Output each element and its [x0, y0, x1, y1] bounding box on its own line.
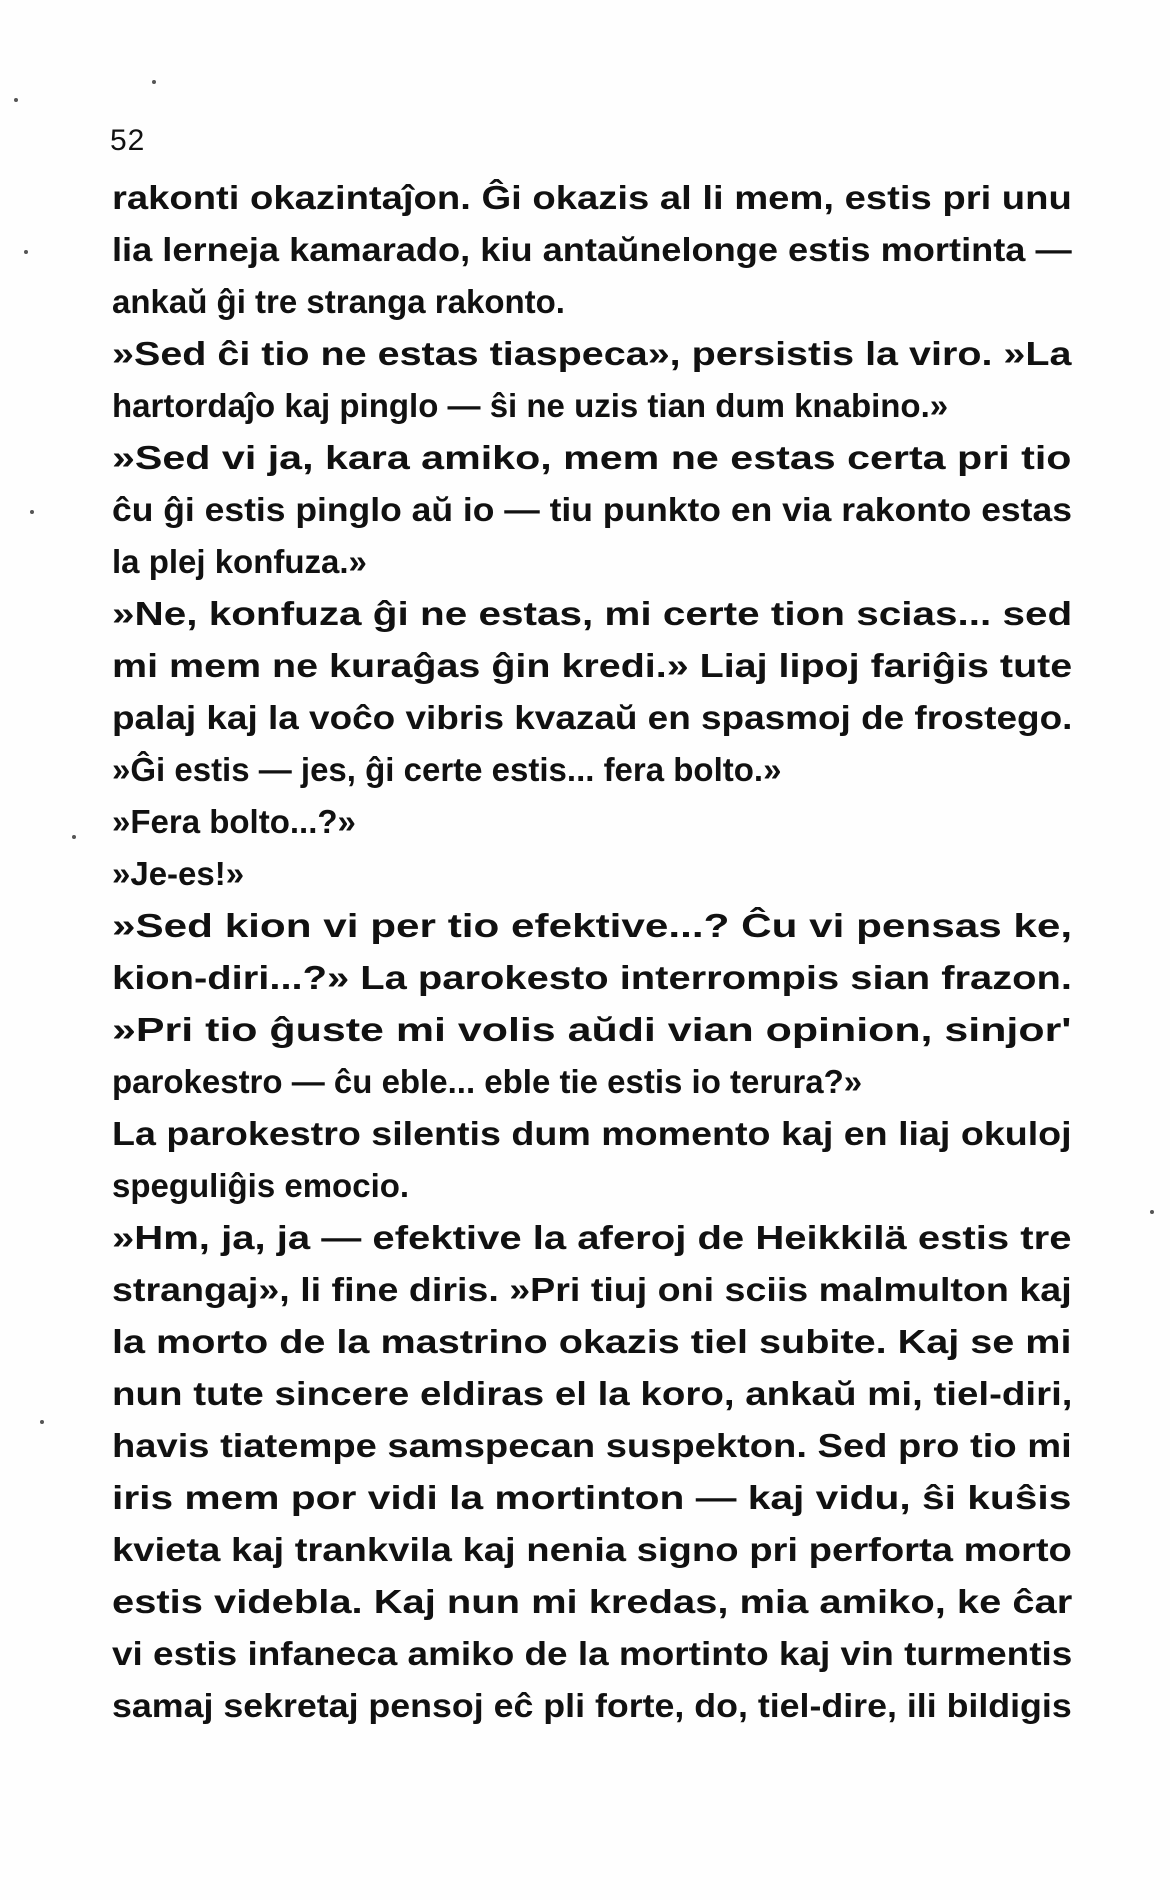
scan-speck — [24, 250, 28, 254]
text-line: nun tute sincere eldiras el la koro, ankaŭ mi, tiel-diri, — [112, 1375, 1073, 1412]
scan-speck — [1150, 1210, 1154, 1214]
text-line: mi mem ne kuraĝas ĝin kredi.» Liaj lipoj fariĝis tute — [112, 647, 1073, 684]
text-line: kion-diri...?» La parokesto interrompis sian frazon. — [112, 959, 1073, 996]
scan-speck — [40, 1420, 44, 1424]
text-line: »Ĝi estis — jes, ĝi certe estis... fera bolto.» — [112, 751, 782, 788]
scan-speck — [152, 80, 156, 84]
text-line: ankaŭ ĝi tre stranga rakonto. — [112, 283, 565, 320]
text-line: strangaj», li fine diris. »Pri tiuj oni sciis malmulton kaj — [112, 1271, 1072, 1308]
scan-speck — [30, 510, 34, 514]
text-line: speguliĝis emocio. — [112, 1167, 410, 1204]
text-line: »Sed ĉi tio ne estas tiaspeca», persistis la viro. »La — [112, 335, 1072, 372]
scan-speck — [14, 98, 18, 102]
text-line: havis tiatempe samspecan suspekton. Sed pro tio mi — [112, 1427, 1072, 1464]
text-line: parokestro — ĉu eble... eble tie estis io terura?» — [112, 1063, 863, 1100]
text-line: La parokestro silentis dum momento kaj en liaj okuloj — [112, 1115, 1072, 1152]
text-line: kvieta kaj trankvila kaj nenia signo pri perforta morto — [112, 1531, 1072, 1568]
text-line: »Sed kion vi per tio efektive...? Ĉu vi pensas ke, — [112, 907, 1073, 944]
text-line: »Je-es!» — [112, 855, 245, 892]
text-line: »Ne, konfuza ĝi ne estas, mi certe tion scias... sed — [112, 595, 1073, 632]
page-number: 52 — [110, 124, 146, 157]
text-line: »Pri tio ĝuste mi volis aŭdi vian opinion, sinjor' — [112, 1011, 1072, 1048]
text-line: palaj kaj la voĉo vibris kvazaŭ en spasmoj de frostego. — [112, 699, 1073, 736]
text-line: »Hm, ja, ja — efektive la aferoj de Heikkilä estis tre — [112, 1219, 1072, 1256]
text-line: la plej konfuza.» — [112, 543, 367, 580]
text-line: vi estis infaneca amiko de la mortinto kaj vin turmentis — [112, 1635, 1073, 1672]
scan-speck — [72, 835, 76, 839]
text-line: »Sed vi ja, kara amiko, mem ne estas certa pri tio — [112, 439, 1072, 476]
text-line: samaj sekretaj pensoj eĉ pli forte, do, tiel-dire, ili bildigis — [112, 1687, 1072, 1724]
text-line: ĉu ĝi estis pinglo aŭ io — tiu punkto en via rakonto estas — [112, 491, 1072, 528]
text-line: hartordaĵo kaj pinglo — ŝi ne uzis tian dum knabino.» — [112, 387, 949, 424]
text-line: iris mem por vidi la mortinton — kaj vidu, ŝi kuŝis — [112, 1479, 1072, 1516]
text-line: lia lerneja kamarado, kiu antaŭnelonge estis mortinta — — [112, 231, 1072, 268]
text-line: »Fera bolto...?» — [112, 803, 356, 840]
text-line: rakonti okazintaĵon. Ĝi okazis al li mem, estis pri unu — [112, 179, 1072, 216]
text-line: la morto de la mastrino okazis tiel subite. Kaj se mi — [112, 1323, 1072, 1360]
text-line: estis videbla. Kaj nun mi kredas, mia amiko, ke ĉar — [112, 1583, 1073, 1620]
